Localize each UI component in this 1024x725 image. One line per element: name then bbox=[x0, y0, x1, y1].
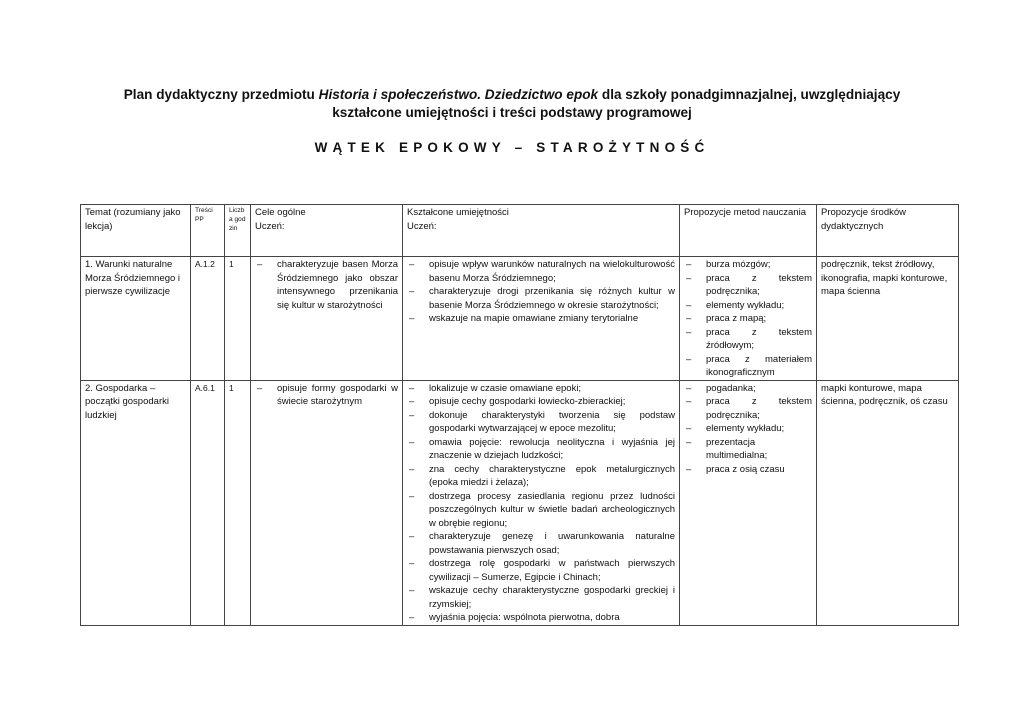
row-methods bbox=[680, 380, 817, 625]
list-item: – praca z materiałem ikonograficznym bbox=[684, 353, 812, 380]
list-item: – elementy wykładu; bbox=[684, 422, 812, 436]
row-methods bbox=[680, 257, 817, 381]
list-item: – praca z osią czasu bbox=[684, 463, 812, 477]
list-item: – pogadanka; bbox=[684, 382, 812, 396]
header-goals: Cele ogólne Uczeń: bbox=[251, 205, 403, 257]
list-item: – wyjaśnia pojęcia: wspólnota pierwotna, dobra bbox=[407, 611, 675, 625]
section-subtitle: WĄTEK EPOKOWY – STAROŻYTNOŚĆ bbox=[314, 140, 710, 155]
row-pp: A.1.2 bbox=[191, 257, 225, 381]
header-topic: Temat (rozumiany jako lekcja) bbox=[81, 205, 191, 257]
list-item: – burza mózgów; bbox=[684, 258, 812, 272]
row-hours: 1 bbox=[225, 257, 251, 381]
list-item: – praca z mapą; bbox=[684, 312, 812, 326]
list-item: – praca z tekstem podręcznika; bbox=[684, 272, 812, 299]
row-means: podręcznik, tekst źródłowy, ikonografia, mapki konturowe, mapa ścienna bbox=[817, 257, 959, 381]
row-means: mapki konturowe, mapa ścienna, podręcznik, oś czasu bbox=[817, 380, 959, 625]
row-goals bbox=[251, 380, 403, 625]
list-item: – prezentacja multimedialna; bbox=[684, 436, 812, 463]
list-item: – opisuje wpływ warunków naturalnych na wielokulturowość basenu Morza Śródziemnego; bbox=[407, 258, 675, 285]
list-item: – opisuje cechy gospodarki łowiecko-zbierackiej; bbox=[407, 395, 675, 409]
list-item: – opisuje formy gospodarki w świecie starożytnym bbox=[255, 382, 398, 409]
list-item: – elementy wykładu; bbox=[684, 299, 812, 313]
row-topic: 1. Warunki naturalne Morza Śródziemnego i pierwsze cywilizacje bbox=[81, 257, 191, 381]
list-item: – wskazuje na mapie omawiane zmiany terytorialne bbox=[407, 312, 675, 326]
header-pp: Treści PP bbox=[191, 205, 225, 257]
list-item: – charakteryzuje drogi przenikania się różnych kultur w basenie Morza Śródziemnego w okresie starożytności; bbox=[407, 285, 675, 312]
table-header-row bbox=[81, 205, 959, 257]
title-part1: Plan dydaktyczny przedmiotu bbox=[123, 87, 319, 102]
list-item: – lokalizuje w czasie omawiane epoki; bbox=[407, 382, 675, 396]
list-item: – zna cechy charakterystyczne epok metalurgicznych (epoka miedzi i żelaza); bbox=[407, 463, 675, 490]
row-skills bbox=[403, 380, 680, 625]
list-item: – praca z tekstem podręcznika; bbox=[684, 395, 812, 422]
document-title bbox=[90, 86, 934, 122]
list-item: – dostrzega procesy zasiedlania regionu przez ludności poszczególnych kultur w świetle badań archeologicznych w obrębie regionu; bbox=[407, 490, 675, 531]
list-item: – praca z tekstem źródłowym; bbox=[684, 326, 812, 353]
table-row bbox=[81, 257, 959, 381]
row-hours: 1 bbox=[225, 380, 251, 625]
header-methods: Propozycje metod nauczania bbox=[680, 205, 817, 257]
header-skills: Kształcone umiejętności Uczeń: bbox=[403, 205, 680, 257]
row-topic: 2. Gospodarka – początki gospodarki ludzkiej bbox=[81, 380, 191, 625]
header-hours: Liczba godzin bbox=[225, 205, 251, 257]
list-item: – omawia pojęcie: rewolucja neolityczna i wyjaśnia jej znaczenie w dziejach ludzkości; bbox=[407, 436, 675, 463]
list-item: – dostrzega rolę gospodarki w państwach pierwszych cywilizacji – Sumerze, Egipcie i Chinach; bbox=[407, 557, 675, 584]
row-goals bbox=[251, 257, 403, 381]
row-pp: A.6.1 bbox=[191, 380, 225, 625]
title-italic: Historia i społeczeństwo. Dziedzictwo epok bbox=[318, 87, 599, 102]
list-item: – charakteryzuje genezę i uwarunkowania naturalne powstawania pierwszych osad; bbox=[407, 530, 675, 557]
table-row bbox=[81, 380, 959, 625]
title-part2: dla szkoły ponadgimnazjalnej, uwzględniający kształcone umiejętności i treści podstawy programowej bbox=[332, 87, 901, 120]
list-item: – charakteryzuje basen Morza Śródziemnego jako obszar intensywnego przenikania się kultur w starożytności bbox=[255, 258, 398, 312]
header-means: Propozycje środków dydaktycznych bbox=[817, 205, 959, 257]
row-skills bbox=[403, 257, 680, 381]
list-item: – wskazuje cechy charakterystyczne gospodarki greckiej i rzymskiej; bbox=[407, 584, 675, 611]
list-item: – dokonuje charakterystyki tworzenia się podstaw gospodarki wytwarzającej w epoce mezolitu; bbox=[407, 409, 675, 436]
lesson-plan-table bbox=[80, 204, 959, 626]
